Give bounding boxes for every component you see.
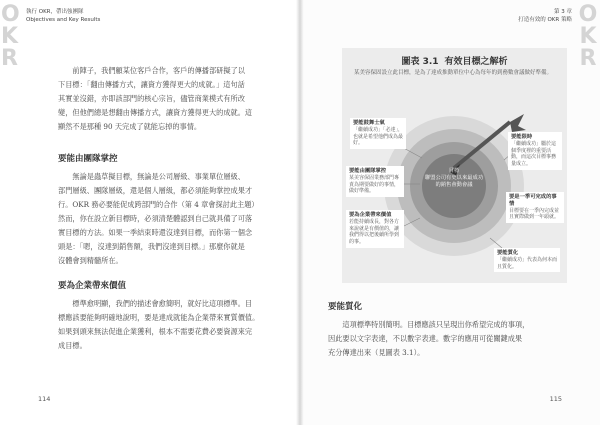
figure-intro: 某美容保固設立此目標，是為了達成推動單位中心為每年的到務數會議做好準備。 — [354, 70, 553, 76]
figure-effective-objective — [342, 48, 567, 283]
intro-paragraph: 前陣子，我們顧某位客戶合作，客戶的傳播部研擬了以 下目標：「翻由傳播方式，讓資方獲得更大的成就。」這句話 其實並沒錯，亦即該部門的核心宗旨，儘管商業模式有所改 變，但他們總是想翻由傳播方式，讓資方獲得更大的成就。這 顯然不是那種 90 天完成了就能忘掉的事情。 — [58, 66, 253, 131]
running-header — [26, 9, 100, 24]
book-subtitle: Objectives and Key Results — [26, 16, 101, 23]
section-heading-controllable: 要能由團隊掌控 — [58, 154, 118, 164]
callout-actionable: 要是一季可完成的事情 目標要在一季內完成並且實際做到一年頭就。 — [506, 192, 564, 223]
callout-qualitative: 要能質化 「繼續成功」代表為何本而且質化。 — [494, 248, 560, 272]
callout-controllable: 要能由團隊掌控 某美容保固業務部門專責為期要做好的事情，做好準備。 — [346, 166, 404, 197]
controllable-paragraph: 無論是蟲草擬目標，無論是公司層級、事業單位層級、 部門層級、團隊層級，還是個人層級，都必須能夠掌控成果才 行。OKR 務必要能促成跨部門的合作（第 4 章會探討此主題） 然而，你在設立新目標時，必須清楚體認到自己就具備了可落 實目標的方法。如果一季結束時還沒達到目標，而你第一個念 頭是：「嗯，沒達到銷售額，我們沒達到目標。」那麼你就是 沒體會到精髓所在。 — [58, 172, 259, 265]
okr-watermark-logo: O K R — [578, 2, 598, 71]
page-number: 115 — [549, 395, 562, 403]
chapter-number: 第 3 章 — [554, 9, 572, 15]
book-title: 執行 OKR，帶出強團隊 — [26, 9, 84, 15]
book-spine-shadow — [296, 0, 304, 425]
section-heading-qualitative: 要能質化 — [328, 302, 363, 312]
page-number: 114 — [38, 395, 51, 403]
callout-value: 要為企業帶來價值 若能持續成長，對各方來說就是有價值的，讓我們得以把後續所學到的事。 — [346, 210, 404, 248]
callout-inspiring: 要能鼓舞士氣 「繼續成功」「必達」，也就是希望他們成為最好。 — [350, 118, 406, 149]
section-heading-value: 要為企業帶來價值 — [58, 281, 127, 291]
right-page — [300, 0, 600, 425]
target-center-text: 目標 聯盟公司有史以來最成功的銷售會動會議 — [424, 168, 484, 188]
okr-watermark-logo: O K R — [1, 2, 20, 71]
qualitative-paragraph: 這項標準特別簡明。目標應該只呈現出你希望完成的事項， 因此要以文字表達，不以數字表達。數字的應用可從關鍵成果 充分傳達出來（見圖表 3.1）。 — [328, 320, 530, 357]
running-header — [518, 9, 572, 24]
value-paragraph: 標準愈明顯，我們的描述會愈簡明，就好比這項標準。目 標應該要能夠明確地說明，要是達成就能為企業帶來實質價值。 如果到頭來無法促進企業獲利，根本不需要花費必要資源來完 成目標。 — [58, 299, 260, 350]
callout-timebound: 要能限時 「繼續成功」屬於這個季度裡的重要活動，而這次目標事務量成立。 — [508, 132, 562, 170]
arrow-fletching — [510, 114, 526, 132]
chapter-title: 打造有效的 OKR 策略 — [518, 16, 572, 23]
figure-title: 圖表 3.1 有效目標之解析 — [401, 57, 508, 67]
